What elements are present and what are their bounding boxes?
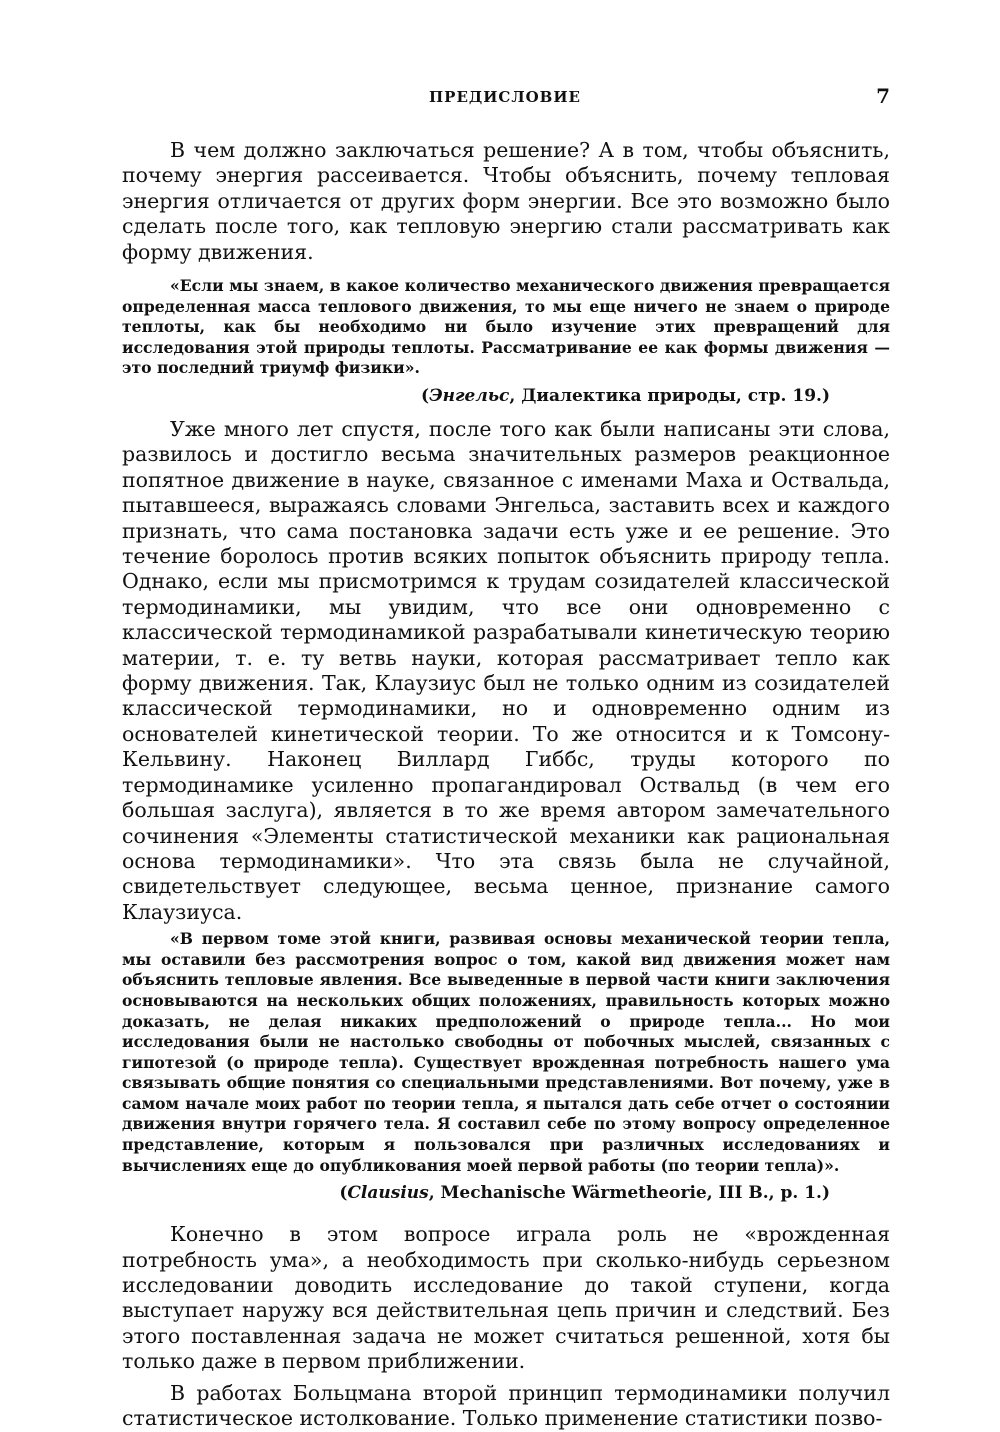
paragraph-4: В работах Больцмана второй принцип термодинамики получил статистическое истолкование. Только применение статистики позво- xyxy=(122,1380,890,1431)
paragraph-3: Конечно в этом вопросе играла роль не «врожденная потребность ума», а необходимость при сколько-нибудь серьезном исследовании доводить исследование до такой ступени, когда выступает наружу вся действительная цепь причин и следствий. Без этого поставленная задача не может считаться решенной, хотя бы только даже в первом приближении. xyxy=(122,1222,890,1374)
citation-clausius xyxy=(122,1182,890,1204)
quote-engels: «Если мы знаем, в какое количество механического движения превращается определенная масса теплового движения, то мы еще ничего не знаем о природе теплоты, как бы необходимо ни было изучение этих превращений для исследования этой природы теплоты. Рассматривание ее как формы движения — это последний триумф физики». xyxy=(122,276,890,378)
citation-author: Clausius xyxy=(347,1183,429,1204)
page-number: 7 xyxy=(876,84,890,108)
page-body xyxy=(122,138,890,1432)
citation-open: ( xyxy=(339,1183,348,1204)
citation-engels xyxy=(122,385,890,407)
quote-clausius: «В первом томе этой книги, развивая основы механической теории тепла, мы оставили без рассмотрения вопрос о том, какой вид движения может нам объяснить тепловые явления. Все выведенные в первой части книги заключения основываются на нескольких общих положениях, правильность которых можно доказать, не делая никаких предположений о природе тепла... Но мои исследования были не настолько свободны от побочных мыслей, связанных с гипотезой (о природе тепла). Существует врожденная потребность нашего ума связывать общие понятия со специальными представлениями. Вот почему, уже в самом начале моих работ по теории тепла, я пытался дать себе отчет о состоянии движения внутри горячего тела. Я составил себе по этому вопросу определенное представление, которым я пользовался при различных исследованиях и вычислениях еще до опубликования моей первой работы (по теории тепла)». xyxy=(122,929,890,1175)
citation-open: ( xyxy=(421,386,430,406)
running-title: ПРЕДИСЛОВИЕ xyxy=(429,88,581,106)
citation-author: Энгельс xyxy=(429,386,510,406)
paragraph-1: В чем должно заключаться решение? А в том, чтобы объяснить, почему энергия рассеивается. Чтобы объяснить, почему тепловая энергия отличается от других форм энергии. Все это возможно было сделать после того, как тепловую энергию стали рассматривать как форму движения. xyxy=(122,138,890,264)
paragraph-2: Уже много лет спустя, после того как были написаны эти слова, развилось и достигло весьма значительных размеров реакционное попятное движение в науке, связанное с именами Маха и Оствальда, пытавшееся, выражаясь словами Энгельса, заставить всех и каждого признать, что сама постановка задачи есть уже и ее решение. Это течение боролось против всяких попыток объяснить природу тепла. Однако, если мы присмотримся к трудам созидателей классической термодинамики, мы увидим, что все они одновременно с классической термодинамикой разрабатывали кинетическую теорию материи, т. е. ту ветвь науки, которая рассматривает тепло как форму движения. Так, Клаузиус был не только одним из созидателей классической термодинамики, но и одновременно одним из основателей кинетической теории. То же относится и к Томсону-Кельвину. Наконец Виллард Гиббс, труды которого по термодинамике усиленно пропагандировал Оствальд (в чем его большая заслуга), является в то же время автором замечательного сочинения «Элементы статистической механики как рациональная основа термодинамики». Что эта связь была не случайной, свидетельствует следующее, весьма ценное, признание самого Клаузиуса. xyxy=(122,417,890,924)
citation-source: , Диалектика природы, стр. 19.) xyxy=(509,386,830,406)
citation-source: , Mechanische Wärmetheorie, III B., p. 1.) xyxy=(428,1183,830,1204)
